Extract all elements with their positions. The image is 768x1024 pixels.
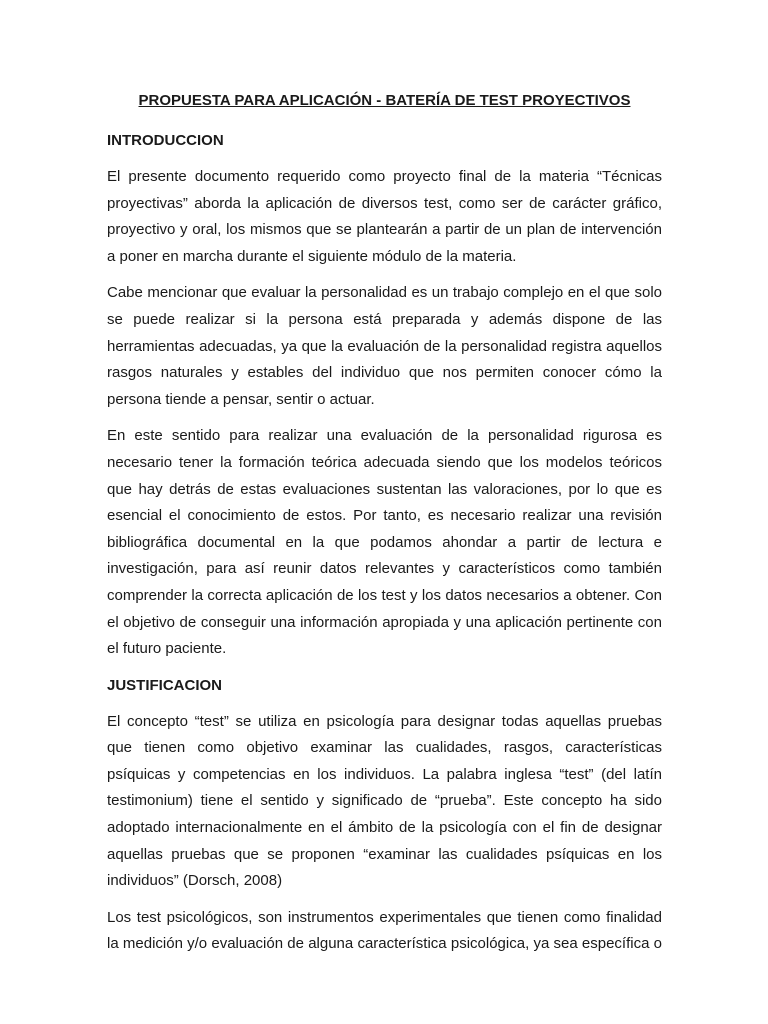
paragraph: En este sentido para realizar una evaluación de la personalidad rigurosa es necesario tener la formación teórica adecuada siendo que los modelos teóricos que hay detrás de estas evaluaciones sustentan las valoraciones, por lo que es esencial el conocimiento de estos. Por tanto, es necesario realizar una revisión bibliográfica documental en la que podamos ahondar a partir de lectura e investigación, para así reunir datos relevantes y característicos como también comprender la correcta aplicación de los test y los datos necesarios a obtener. Con el objetivo de conseguir una información apropiada y una aplicación pertinente con el futuro paciente. (107, 427, 662, 658)
paragraph: El presente documento requerido como proyecto final de la materia “Técnicas proyectivas” aborda la aplicación de diversos test, como ser de carácter gráfico, proyectivo y oral, los mismos que se plantearán a partir de un plan de intervención a poner en marcha durante el siguiente módulo de la materia. (107, 168, 662, 265)
paragraph: Cabe mencionar que evaluar la personalidad es un trabajo complejo en el que solo se puede realizar si la persona está preparada y además dispone de las herramientas adecuadas, ya que la evaluación de la personalidad registra aquellos rasgos naturales y estables del individuo que nos permiten conocer cómo la persona tiende a pensar, sentir o actuar. (107, 284, 662, 408)
document-title: PROPUESTA PARA APLICACIÓN - BATERÍA DE TEST PROYECTIVOS (138, 92, 631, 109)
section-heading: JUSTIFICACION (107, 676, 223, 694)
paragraph: El concepto “test” se utiliza en psicología para designar todas aquellas pruebas que tienen como objetivo examinar las cualidades, rasgos, características psíquicas y competencias en los individuos. La palabra inglesa “test” (del latín testimonium) tiene el sentido y significado de “prueba”. Este concepto ha sido adoptado internacionalmente en el ámbito de la psicología con el fin de designar aquellas pruebas que se proponen “examinar las cualidades psíquicas en los individuos” (Dorsch, 2008) (107, 712, 662, 890)
document-body (107, 88, 662, 968)
section-justificacion (107, 673, 662, 958)
section-heading: INTRODUCCION (107, 132, 224, 149)
paragraph: Los test psicológicos, son instrumentos experimentales que tienen como finalidad la medición y/o evaluación de alguna característica psicológica, ya sea específica o (107, 908, 662, 953)
section-introduccion (107, 128, 662, 663)
